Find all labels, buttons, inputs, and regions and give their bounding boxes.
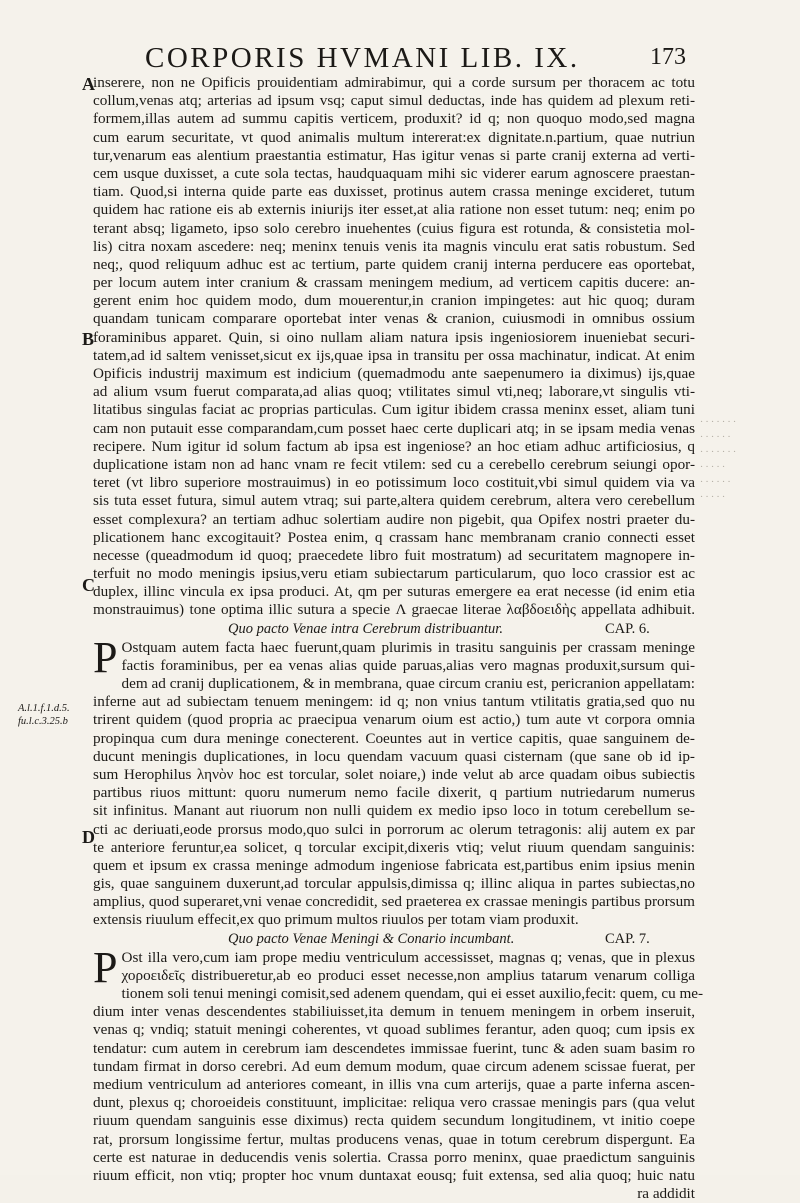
text-line: foraminibus apparet. Quin, si oino nullam aliam natura ipsis ingeniosiorem inueniebat securi- xyxy=(93,328,695,346)
margin-note-line-2: fu.l.c.3.25.b xyxy=(18,716,68,727)
text-line: plicationem hanc excogitauit? Postea enim, q crassam hanc membranam cranio connecti esset xyxy=(93,528,695,546)
text-line: inserere, non ne Opificis prouidentiam admirabimur, qui a corde sursum per thoracem ac totu xyxy=(93,74,695,91)
page-header xyxy=(0,36,800,76)
text-line: riuum quendam sanguinis esse diximus) recta quidem secundum longitudinem, vt initio coepe xyxy=(93,1112,695,1130)
text-line: collum,venas atq; arterias ad ipsum vsq; caput simul deductas, inde has quidem ad plexum reti- xyxy=(93,92,695,110)
margin-note-line-1: A.l.1.f.1.d.5. xyxy=(18,703,70,714)
text-line: sis tuta esset futura, simul autem vtraq; sui parte,altera quidem cerebrum, altera vero cerebellum xyxy=(93,492,695,510)
text-line: te anteriore feruntur,ea solicet, q torcular excipit,dixeris vtiq; velut riuum quendam sanguinis: xyxy=(93,838,695,856)
text-line: duplex, illinc vincula ex ipsa produci. At, qm per suturas emergere ea erat necesse (id enim etia xyxy=(93,583,695,601)
section-2-text xyxy=(93,632,695,930)
text-line: quidem hac ratione eis ab externis iniurijs iter esset,at alia ratione non esset tutum: neq; enim po xyxy=(93,201,695,219)
show-through-text: · · · · · · · · · · · · · · · · · · · · · · · · · · · · · · · · · · · · xyxy=(700,416,736,503)
text-line: cti ac deriuati,eode prorsus modo,quo sulci in porrorum ac olerum tetragonis: alij autem ex par xyxy=(93,820,695,838)
text-line: tionem soli tenui meningi comisit,sed adenem quendam, qui ei esset auxilio,fecit: quem, cu me- xyxy=(121,985,704,1002)
text-line: formem,illas autem ad summu capitis verticem, produxit? id q; non quoquo modo,sed magna xyxy=(93,110,695,128)
text-line: inferne aut ad subiectam tenuem meningem: id q; non vnius tantum vtilitatis gratia,sed quo nu xyxy=(93,693,695,711)
chapter-6-heading xyxy=(93,620,695,639)
margin-letter-d: D xyxy=(82,827,95,847)
chapter-7-heading xyxy=(93,930,695,949)
text-line: venas q; vndiq; statuit meningi coherentes, vt quoad sublimes ferantur, aden quoq; cum ipsis ex xyxy=(93,1021,695,1039)
text-line: esset complexura? an tertiam adhuc solertiam audire non pigebit, qua Opifex nostri praeter du- xyxy=(93,510,695,528)
text-line: gerent enim hoc quidem modo, dum mouerentur,in cranion impingetes: aut hic quoq; duram xyxy=(93,292,695,310)
margin-letter-a: A xyxy=(82,74,95,94)
drop-cap: P xyxy=(93,632,118,682)
chapter-6-title: Quo pacto Venae intra Cerebrum distribuantur. xyxy=(228,620,503,637)
text-line: propinqua cum dura meninge conecterent. Coeuntes aut in vertice capitis, quae sanguinem de- xyxy=(93,729,695,747)
text-line: quandam tunicam comparare oportebat inter venas & cranion, cuiusmodi in omnibus ossium xyxy=(93,310,695,328)
text-line: necesse (queadmodum id quoq; praecedete libro fuit mostratum) ad securitatem magnopere in- xyxy=(93,546,695,564)
text-line: cam non putauit esse comparandam,cum posset haec certe duplicari atq; in se ipsam media venas xyxy=(93,419,695,437)
text-line: tiam. Quod,si interna quide parte eas duxisset, protinus autem crassa meninge excideret, tutum xyxy=(93,183,695,201)
text-line: quem et ipsum ex crassa meninge admodum ingeniose fabricata est,partibus enim ipsius menin xyxy=(93,856,695,874)
text-line: dunt, plexus q; choroeideis constituunt, implicitae: reliqua vero crassae meningis pars (qua velut xyxy=(93,1094,695,1112)
text-line: Ostquam autem facta haec fuerunt,quam plurimis in trasitu sanguinis per crassam meninge xyxy=(121,638,695,656)
text-line: Opificis industrij maximum est indicium (quemadmodu ante saepenumero ia diximus) ijs,quae xyxy=(93,365,695,382)
text-line: χοροειδεῖς distribueretur,ab eo produci esset necesse,non amplius tatarum venarum colliga xyxy=(121,966,695,984)
text-line: duplicatione istam non ad hanc vnam re fecit vtilem: sed cu a cerebello cerebrum seiungi opor- xyxy=(93,455,695,473)
text-line: certe est naturae in deducendis venis solertia. Crassa porro meninx, quae praedictum sanguinis xyxy=(93,1148,695,1166)
text-line: cem usque duxisset, a cute sola tectas, haudquaquam mihi sic viderer earum agnoscere praestan- xyxy=(93,164,695,182)
text-line: ra addidit xyxy=(637,1185,695,1203)
text-line: Ost illa vero,cum iam prope mediu ventriculum accessisset, magnas q; venas, que in plexus xyxy=(121,948,695,966)
text-line: medium ventriculum ad anteriores comeant, in illis vna cum arterijs, quae a parte inferna ascen- xyxy=(93,1075,695,1093)
text-line: tendatur: cum autem in cerebrum iam descendetes immissae fuerint, tunc & aden suam basim ro xyxy=(93,1039,695,1057)
drop-cap: P xyxy=(93,942,118,992)
text-line: factis foraminibus, per ea venas alias quide paruas,alias vero magnas produxit,sursum qui- xyxy=(121,656,695,674)
section-1-text xyxy=(93,74,704,1203)
text-line: tatem,ad id saltem venisset,sicut ex ijs,quae ipsa in transitu per ossa machinatur, indicat. At enim xyxy=(93,346,695,364)
text-line: lis) citra noxam ascedere: neq; meninx tenuis venis ita magnis vinculu erat satis robustum. Sed xyxy=(93,237,695,255)
text-line: sum Herophilus ληνὸν hoc est torcular, solet noiare,) inde velut ab arce quadam oibus subiectis xyxy=(93,765,695,783)
running-title: CORPORIS HVMANI LIB. IX. xyxy=(145,42,580,74)
text-line: litatibus singulas faciat ac proprias particulas. Cum igitur ibidem crassa meninx esset, aliam tuni xyxy=(93,401,695,419)
text-line: terfuit no modo meningis ipsius,veru etiam subiectarum particularum, quo loco crassior est ac xyxy=(93,565,695,583)
chapter-6-number: CAP. 6. xyxy=(605,620,650,637)
text-line: ad alium vsum fuerut comparata,ad alias quoq; vtilitates simul vti,neq; laborare,vt singulis vti- xyxy=(93,383,695,401)
page-number: 173 xyxy=(650,44,686,70)
text-line: trirent quidem (quod propria ac praecipua venarum oium est actio,) tum aute vt corpora omnia xyxy=(93,711,695,729)
margin-note xyxy=(18,702,70,728)
text-line: ducunt meningis duplicationes, in locu quendam vacuum quasi cisternam (que sane ob id ip- xyxy=(93,747,695,765)
text-line: extensis riuulum effecit,ex quo primum multos riuulos per totam viam produxit. xyxy=(93,911,579,929)
text-line: dem ad cranij duplicationem, & in membrana, quae circum craniu est, pericranion appellatam: xyxy=(121,675,695,692)
margin-letter-c: C xyxy=(82,575,95,595)
text-line: riuum efficit, non vtiq; propter hoc vnum duntaxat eousq; fuit extensa, sed alia quoq; huic natu xyxy=(93,1166,695,1184)
text-line: terant absq; ligameto, ipso solo cerebro inuehentes (cuius figura est rotunda, & consistetia mol- xyxy=(93,219,695,237)
text-line: partibus riuos mittunt: quoru numerum nemo facile dixerit, q partium nutriedarum numerus xyxy=(93,784,695,802)
text-line: sit infinitus. Manant aut riuorum non nulli quidem ex medio ipso loco in totum cerebellum se- xyxy=(93,802,695,820)
section-3-text xyxy=(93,942,704,1203)
text-line: gis, quae sanguinem duxerunt,ad torcular appulsis,dimissa q; illinc aliqua in partes subiectas,no xyxy=(93,875,695,893)
margin-letter-b: B xyxy=(82,329,95,349)
text-line: tundam firmat in dorso cerebri. Ad eum demum modum, quae circum adenem scissae fuerat, per xyxy=(93,1057,695,1075)
chapter-7-number: CAP. 7. xyxy=(605,930,650,947)
text-line: monstrauimus) tone optima illic sutura a specie Λ graecae literae λαβδοειδὴς appellata adhibuit. xyxy=(93,601,695,619)
text-line: recipere. Num igitur id solum factum ab ipsa est ingeniose? an hoc etiam adhuc artificiosius, q xyxy=(93,437,695,455)
text-line: tur,venarum eas alentium praestantia estimatur, Has igitur venas si parte cranij externa ad verti- xyxy=(93,146,695,164)
text-line: cum earum securitate, vt quod animalis multum intererat:ex dignitate.n.partium, quae nutriun xyxy=(93,128,695,146)
text-line: amplius, quod superaret,vni venae concredidit, sed praeterea ex crassae meningis partibus prorsum xyxy=(93,893,695,911)
text-line: rat, prorsum longissime fertur, multas producens venas, quae in totum cerebrum dispergunt. Ea xyxy=(93,1130,695,1148)
text-line: dium inter venas descendentes stabiliuisset,ita demum in tenuem meningem in orbem inseruit, xyxy=(93,1003,695,1021)
text-line: teret (vt libro superiore mostrauimus) in eo potissimum loco costituit,vbi simul quidem via va xyxy=(93,474,695,492)
chapter-7-title: Quo pacto Venae Meningi & Conario incumbant. xyxy=(228,930,515,947)
text-line: neq;, quod reliquum adhuc est ac tertium, parte quidem cranij interna perducere eas oportebat, xyxy=(93,255,695,273)
text-line: per locum autem inter cranium & crassam meningem medium, ad verticem capitis ducere: an- xyxy=(93,274,695,292)
